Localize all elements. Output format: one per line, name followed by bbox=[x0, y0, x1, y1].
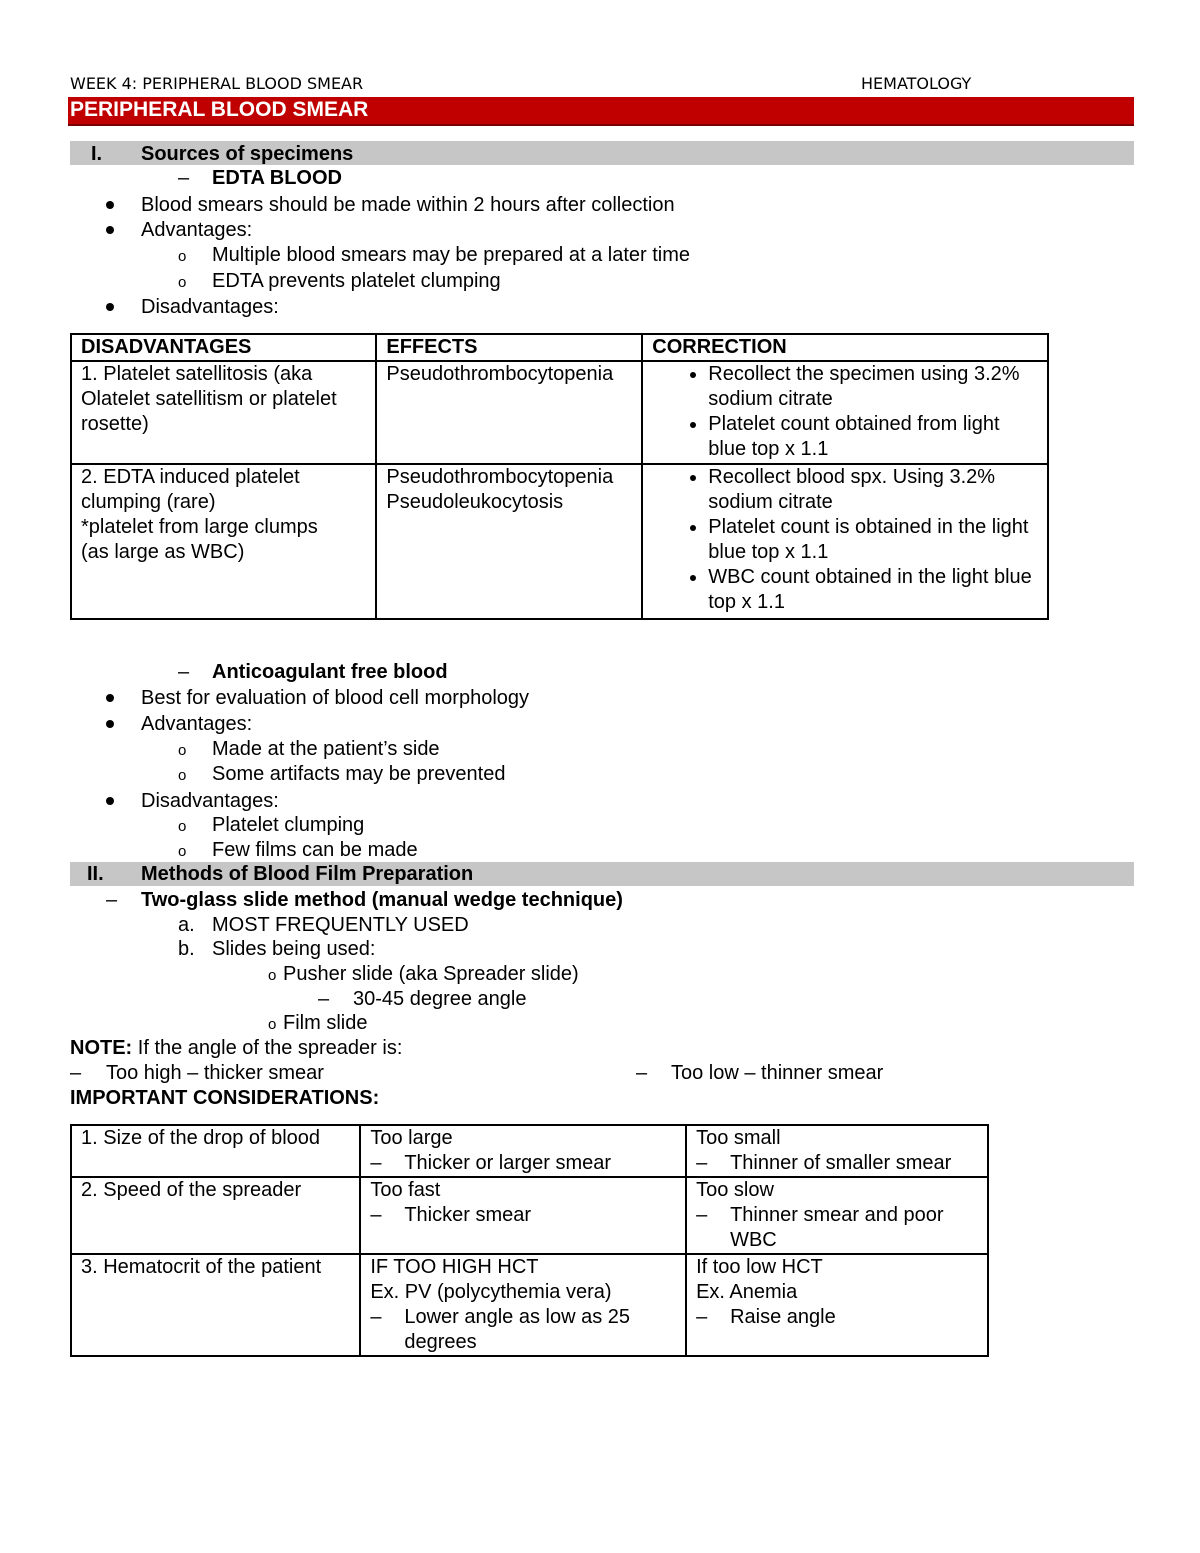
effects-cell bbox=[376, 464, 642, 619]
dash-marker: – bbox=[370, 1204, 382, 1226]
table-row bbox=[71, 464, 1048, 619]
section1-numeral: I. bbox=[91, 143, 103, 165]
section2-numeral: II. bbox=[87, 863, 104, 885]
edta-advantage-2: EDTA prevents platelet clumping bbox=[212, 270, 501, 292]
dash-marker: – bbox=[178, 661, 190, 683]
cell-line: Ex. PV (polycythemia vera) bbox=[370, 1281, 612, 1303]
disadvantage-cell bbox=[71, 361, 376, 464]
note-text: If the angle of the spreader is: bbox=[132, 1037, 403, 1059]
anticoag-advantage-1: Made at the patient’s side bbox=[212, 738, 440, 760]
table-row bbox=[71, 361, 1048, 464]
effects-cell bbox=[376, 361, 642, 464]
circle-bullet-icon: o bbox=[268, 967, 277, 984]
table-header-row bbox=[71, 334, 1048, 361]
cell-line: rosette) bbox=[81, 413, 149, 435]
condition-cell bbox=[360, 1254, 686, 1356]
cell-line: Too large bbox=[370, 1127, 453, 1149]
method-heading: Two-glass slide method (manual wedge technique) bbox=[141, 889, 623, 911]
considerations-table bbox=[70, 1124, 989, 1357]
section1-title: Sources of specimens bbox=[141, 143, 354, 165]
anticoag-disadvantage-2: Few films can be made bbox=[212, 839, 418, 861]
anticoag-disadvantages-label: Disadvantages: bbox=[141, 790, 279, 812]
bullet-icon bbox=[106, 797, 114, 805]
correction-item: • Platelet count is obtained in the light blue top x 1.1 bbox=[708, 515, 1041, 565]
circle-bullet-icon: o bbox=[178, 843, 187, 860]
bullet-icon bbox=[106, 694, 114, 702]
considerations-heading: IMPORTANT CONSIDERATIONS: bbox=[70, 1087, 380, 1109]
cell-line: Pseudothrombocytopenia bbox=[386, 363, 614, 385]
circle-bullet-icon: o bbox=[178, 818, 187, 835]
anticoag-bullet-1: Best for evaluation of blood cell morphology bbox=[141, 687, 530, 709]
cell-line: Too slow bbox=[696, 1179, 774, 1201]
cell-line: Raise angle bbox=[730, 1306, 836, 1328]
cell-line: 2. EDTA induced platelet bbox=[81, 466, 300, 488]
bullet-icon bbox=[106, 303, 114, 311]
cell-line: *platelet from large clumps bbox=[81, 516, 318, 538]
too-low-note: Too low – thinner smear bbox=[671, 1062, 884, 1084]
edta-advantage-1: Multiple blood smears may be prepared at a later time bbox=[212, 244, 691, 266]
anticoag-disadvantage-1: Platelet clumping bbox=[212, 814, 365, 836]
cell-line: Too small bbox=[696, 1127, 781, 1149]
dash-marker: – bbox=[696, 1204, 708, 1226]
cell-line: Thicker smear bbox=[404, 1204, 532, 1226]
title-bar bbox=[68, 97, 1134, 126]
dash-marker: – bbox=[178, 167, 190, 189]
header-right: HEMATOLOGY bbox=[861, 74, 972, 93]
page-title: PERIPHERAL BLOOD SMEAR bbox=[70, 98, 369, 121]
edta-advantages-label: Advantages: bbox=[141, 219, 253, 241]
cell-line: Pseudoleukocytosis bbox=[386, 491, 564, 513]
disadvantage-cell bbox=[71, 464, 376, 619]
method-item-b: Slides being used: bbox=[212, 938, 376, 960]
correction-item: • Recollect the specimen using 3.2% sodium citrate bbox=[708, 362, 1041, 412]
section2-title: Methods of Blood Film Preparation bbox=[141, 863, 474, 885]
cell-line: IF TOO HIGH HCT bbox=[370, 1256, 539, 1278]
correction-cell bbox=[642, 361, 1048, 464]
correction-item: • WBC count obtained in the light blue top x 1.1 bbox=[708, 565, 1041, 615]
circle-bullet-icon: o bbox=[268, 1016, 277, 1033]
method-item-a: MOST FREQUENTLY USED bbox=[212, 914, 469, 936]
circle-bullet-icon: o bbox=[178, 767, 187, 784]
table-header-cell: EFFECTS bbox=[376, 334, 642, 361]
condition-cell bbox=[686, 1254, 988, 1356]
dash-marker: – bbox=[106, 889, 118, 911]
dash-marker: – bbox=[70, 1062, 82, 1084]
condition-cell bbox=[686, 1125, 988, 1177]
cell-line: (as large as WBC) bbox=[81, 541, 245, 563]
correction-item: • Platelet count obtained from light blue top x 1.1 bbox=[708, 412, 1041, 462]
table-header-cell: DISADVANTAGES bbox=[71, 334, 376, 361]
anticoag-advantage-2: Some artifacts may be prevented bbox=[212, 763, 506, 785]
anticoag-heading: Anticoagulant free blood bbox=[212, 661, 448, 683]
edta-heading: EDTA BLOOD bbox=[212, 167, 342, 189]
factor-cell: 3. Hematocrit of the patient bbox=[71, 1254, 360, 1356]
film-slide: Film slide bbox=[283, 1012, 368, 1034]
circle-bullet-icon: o bbox=[178, 248, 187, 265]
header-left: WEEK 4: PERIPHERAL BLOOD SMEAR bbox=[70, 74, 364, 93]
factor-cell: 1. Size of the drop of blood bbox=[71, 1125, 360, 1177]
dash-marker: – bbox=[696, 1152, 708, 1174]
dash-marker: – bbox=[370, 1152, 382, 1174]
circle-bullet-icon: o bbox=[178, 742, 187, 759]
circle-bullet-icon: o bbox=[178, 274, 187, 291]
edta-disadvantages-label: Disadvantages: bbox=[141, 296, 279, 318]
cell-line: If too low HCT bbox=[696, 1256, 823, 1278]
bullet-icon bbox=[106, 201, 114, 209]
table-row bbox=[71, 1177, 988, 1254]
correction-item: • Recollect blood spx. Using 3.2% sodium citrate bbox=[708, 465, 1041, 515]
condition-cell bbox=[360, 1125, 686, 1177]
list-marker-a: a. bbox=[178, 914, 195, 936]
cell-line: 1. Platelet satellitosis (aka bbox=[81, 363, 313, 385]
cell-line: Too fast bbox=[370, 1179, 441, 1201]
condition-cell bbox=[360, 1177, 686, 1254]
cell-line: Thicker or larger smear bbox=[404, 1152, 612, 1174]
dash-marker: – bbox=[370, 1306, 382, 1328]
anticoag-advantages-label: Advantages: bbox=[141, 713, 253, 735]
dash-marker: – bbox=[318, 988, 330, 1010]
pusher-slide: Pusher slide (aka Spreader slide) bbox=[283, 963, 579, 985]
cell-line: Lower angle as low as 25 degrees bbox=[404, 1306, 631, 1353]
edta-bullet-1: Blood smears should be made within 2 hours after collection bbox=[141, 194, 675, 216]
too-high-note: Too high – thicker smear bbox=[106, 1062, 324, 1084]
table-row bbox=[71, 1125, 988, 1177]
cell-line: Thinner of smaller smear bbox=[730, 1152, 952, 1174]
list-marker-b: b. bbox=[178, 938, 195, 960]
cell-line: Thinner smear and poor WBC bbox=[730, 1204, 944, 1251]
table-row bbox=[71, 1254, 988, 1356]
bullet-icon bbox=[106, 720, 114, 728]
dash-marker: – bbox=[636, 1062, 648, 1084]
disadvantages-table bbox=[70, 333, 1049, 620]
note-line bbox=[70, 1036, 402, 1060]
bullet-icon bbox=[106, 226, 114, 234]
cell-line: Olatelet satellitism or platelet bbox=[81, 388, 337, 410]
cell-line: clumping (rare) bbox=[81, 491, 216, 513]
spreader-angle: 30-45 degree angle bbox=[353, 988, 527, 1010]
dash-marker: – bbox=[696, 1306, 708, 1328]
cell-line: Ex. Anemia bbox=[696, 1281, 798, 1303]
factor-cell: 2. Speed of the spreader bbox=[71, 1177, 360, 1254]
note-label: NOTE: bbox=[70, 1037, 133, 1059]
table-header-cell: CORRECTION bbox=[642, 334, 1048, 361]
correction-cell bbox=[642, 464, 1048, 619]
condition-cell bbox=[686, 1177, 988, 1254]
cell-line: Pseudothrombocytopenia bbox=[386, 466, 614, 488]
